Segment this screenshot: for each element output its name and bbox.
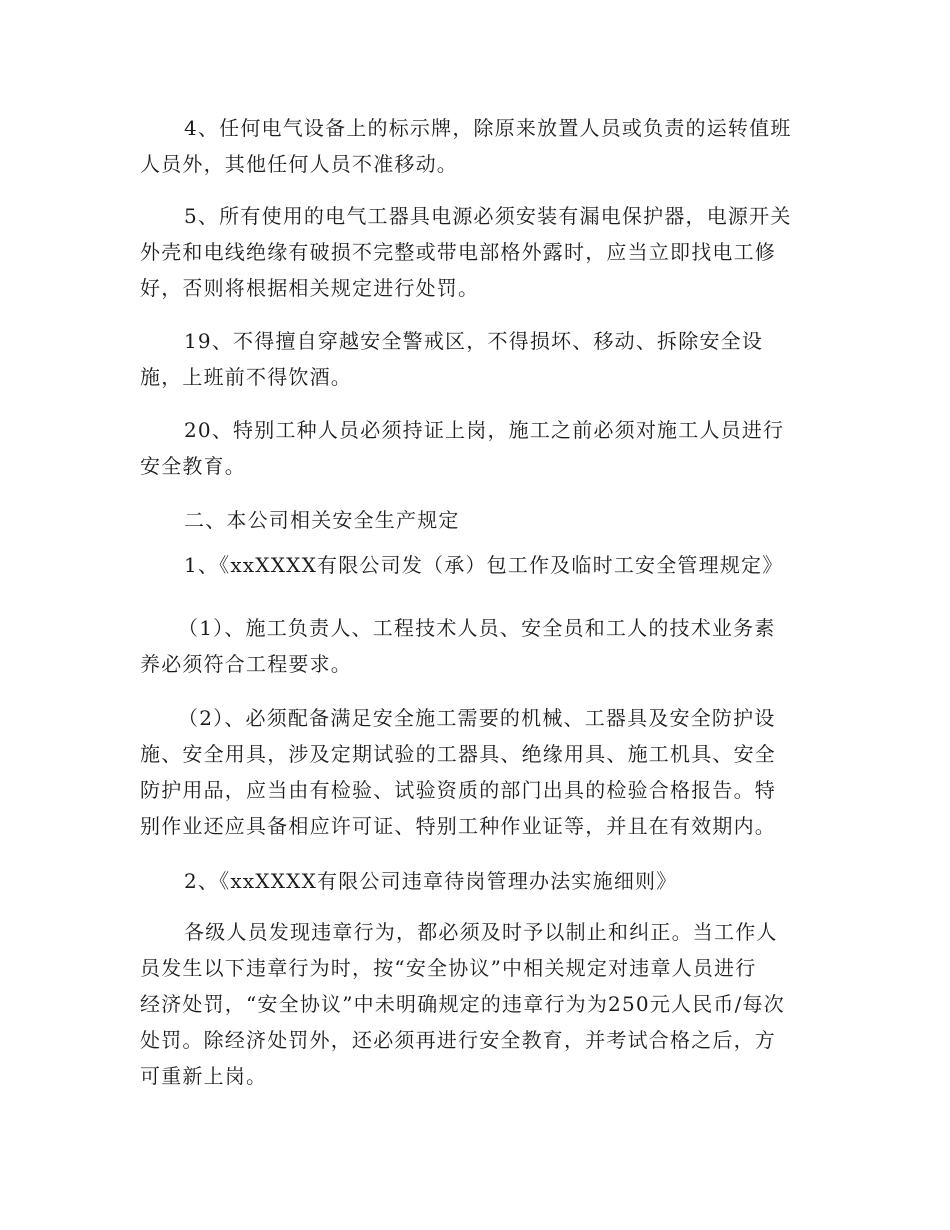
text-line: 人员外，其他任何人员不准移动。	[140, 152, 458, 176]
paragraph-item-2	[140, 700, 810, 844]
regulation-title-1	[140, 547, 810, 583]
text-line: 4、任何电气设备上的标示牌，除原来放置人员或负责的运转值班	[184, 116, 792, 140]
text-line: 19、不得擅自穿越安全警戒区，不得损坏、移动、拆除安全设	[184, 329, 764, 353]
text-line: 别作业还应具备相应许可证、特别工种作业证等，并且在有效期内。	[140, 814, 776, 838]
heading-line: 二、本公司相关安全生产规定	[184, 508, 460, 532]
text-line: 可重新上岗。	[140, 1064, 268, 1088]
text-line: 经济处罚，“安全协议”中未明确规定的违章行为为250元人民币/每次	[140, 992, 785, 1016]
paragraph-rule-4	[140, 110, 810, 182]
heading-line: 1、《xxXXXX有限公司发（承）包工作及临时工安全管理规定》	[184, 553, 784, 577]
paragraph-violation-rules	[140, 914, 810, 1094]
text-line: 安全教育。	[140, 454, 246, 478]
text-line: 20、特别工种人员必须持证上岗，施工之前必须对施工人员进行	[184, 418, 785, 442]
text-line: 员发生以下违章行为时，按“安全协议”中相关规定对违章人员进行	[140, 956, 757, 980]
paragraph-rule-5	[140, 198, 810, 306]
text-line: 养必须符合工程要求。	[140, 652, 352, 676]
text-line: （2）、必须配备满足安全施工需要的机械、工器具及安全防护设	[178, 706, 776, 730]
text-line: 处罚。除经济处罚外，还必须再进行安全教育，并考试合格之后，方	[140, 1028, 776, 1052]
text-line: （1）、施工负责人、工程技术人员、安全员和工人的技术业务素	[178, 616, 776, 640]
text-line: 施，上班前不得饮酒。	[140, 365, 352, 389]
text-line: 防护用品，应当由有检验、试验资质的部门出具的检验合格报告。特	[140, 778, 776, 802]
text-line: 外壳和电线绝缘有破损不完整或带电部格外露时，应当立即找电工修	[140, 240, 776, 264]
paragraph-rule-19	[140, 323, 810, 395]
text-line: 各级人员发现违章行为，都必须及时予以制止和纠正。当工作人	[184, 920, 778, 944]
paragraph-rule-20	[140, 412, 810, 484]
regulation-title-2	[140, 863, 810, 899]
text-line: 5、所有使用的电气工器具电源必须安装有漏电保护器，电源开关	[184, 204, 792, 228]
text-line: 好，否则将根据相关规定进行处罚。	[140, 276, 480, 300]
text-line: 施、安全用具，涉及定期试验的工器具、绝缘用具、施工机具、安全	[140, 742, 776, 766]
paragraph-item-1	[140, 610, 810, 682]
heading-line: 2、《xxXXXX有限公司违章待岗管理办法实施细则》	[184, 869, 678, 893]
section-heading	[140, 502, 810, 538]
